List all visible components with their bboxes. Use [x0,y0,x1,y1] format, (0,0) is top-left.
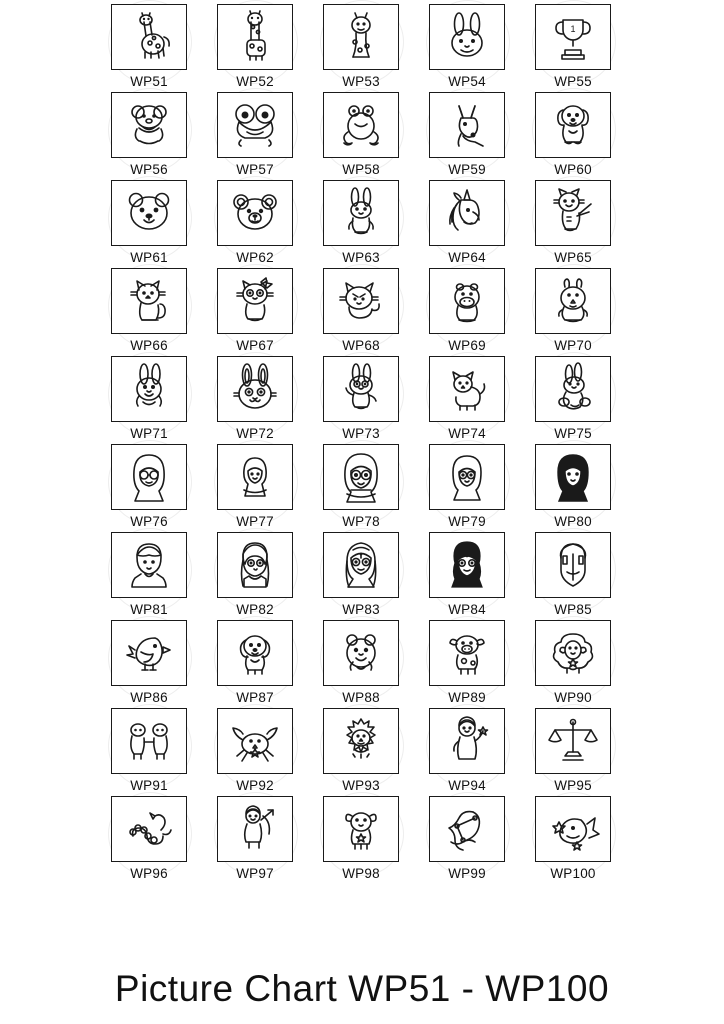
picture-code-label: WP84 [448,602,486,617]
cat-sitting-icon [111,268,187,334]
picture-cell [520,4,626,92]
picture-code-label: WP79 [448,514,486,529]
bunny-standing-icon [323,180,399,246]
puppy-sitting-icon [535,92,611,158]
picture-code-label: WP90 [554,690,592,705]
teddy-bear-icon [111,92,187,158]
picture-cell [520,356,626,444]
gemini-zodiac-icon [111,708,187,774]
picture-cell [96,92,202,180]
sagittarius-zodiac-icon [217,796,293,862]
teddy-bear-face-icon [217,180,293,246]
picture-code-label: WP100 [550,866,596,881]
picture-code-label: WP72 [236,426,274,441]
picture-code-label: WP71 [130,426,168,441]
picture-cell [308,268,414,356]
picture-code-label: WP92 [236,778,274,793]
hijab-girl-dark-icon [535,444,611,510]
hamster-icon [323,620,399,686]
hippo-icon [429,268,505,334]
picture-code-label: WP66 [130,338,168,353]
picture-grid [96,4,628,884]
picture-code-label: WP55 [554,74,592,89]
bird-icon [111,620,187,686]
picture-cell [520,796,626,884]
picture-cell [202,444,308,532]
bunny-waving-icon [323,356,399,422]
picture-cell [414,4,520,92]
picture-cell [414,620,520,708]
picture-code-label: WP54 [448,74,486,89]
picture-cell [202,532,308,620]
picture-code-label: WP75 [554,426,592,441]
picture-code-label: WP65 [554,250,592,265]
picture-cell [520,92,626,180]
sheep-icon [535,620,611,686]
picture-cell [96,356,202,444]
picture-code-label: WP87 [236,690,274,705]
picture-cell [308,92,414,180]
picture-code-label: WP57 [236,162,274,177]
picture-code-label: WP80 [554,514,592,529]
picture-code-label: WP78 [342,514,380,529]
picture-code-label: WP76 [130,514,168,529]
picture-cell [414,532,520,620]
picture-cell [96,4,202,92]
picture-code-label: WP82 [236,602,274,617]
cat-angry-icon [323,268,399,334]
picture-cell [202,92,308,180]
picture-code-label: WP85 [554,602,592,617]
picture-code-label: WP68 [342,338,380,353]
capricorn-goat-zodiac-icon [323,796,399,862]
picture-cell [520,532,626,620]
picture-code-label: WP70 [554,338,592,353]
hijab-girl-big-eyes-icon [323,444,399,510]
picture-code-label: WP64 [448,250,486,265]
picture-code-label: WP97 [236,866,274,881]
frog-sitting-icon [323,92,399,158]
virgo-zodiac-icon [429,708,505,774]
indian-girl-dark-hair-icon [429,532,505,598]
picture-code-label: WP89 [448,690,486,705]
picture-code-label: WP61 [130,250,168,265]
picture-cell [202,356,308,444]
picture-code-label: WP98 [342,866,380,881]
girl-short-hair-icon [111,532,187,598]
picture-code-label: WP51 [130,74,168,89]
picture-code-label: WP73 [342,426,380,441]
picture-code-label: WP63 [342,250,380,265]
picture-cell [414,92,520,180]
giraffe-head-icon [323,4,399,70]
picture-code-label: WP91 [130,778,168,793]
picture-code-label: WP67 [236,338,274,353]
picture-cell [308,708,414,796]
picture-cell [414,268,520,356]
picture-cell [202,180,308,268]
picture-cell [202,620,308,708]
chart-footer-title: Picture Chart WP51 - WP100 [114,968,610,1009]
picture-code-label: WP62 [236,250,274,265]
picture-cell [414,796,520,884]
picture-cell [414,180,520,268]
picture-cell [308,532,414,620]
girl-long-hair-icon [217,532,293,598]
picture-code-label: WP60 [554,162,592,177]
picture-code-label: WP77 [236,514,274,529]
picture-cell [96,620,202,708]
picture-code-label: WP69 [448,338,486,353]
picture-cell [308,620,414,708]
hijab-girl-glasses-icon [111,444,187,510]
picture-code-label: WP59 [448,162,486,177]
picture-cell [96,708,202,796]
picture-code-label: WP53 [342,74,380,89]
cat-with-bow-icon [217,268,293,334]
picture-cell [520,180,626,268]
cancer-crab-zodiac-icon [217,708,293,774]
picture-cell [414,444,520,532]
rhino-icon [535,268,611,334]
bull-terrier-dog-icon [429,92,505,158]
cow-icon [429,620,505,686]
puppy-standing-icon [217,620,293,686]
picture-cell [202,268,308,356]
giraffe-tall-icon [217,4,293,70]
picture-code-label: WP88 [342,690,380,705]
svg-text:1: 1 [570,24,576,34]
giraffe-standing-icon [111,4,187,70]
picture-cell [308,444,414,532]
picture-code-label: WP95 [554,778,592,793]
picture-cell [202,708,308,796]
aquarius-zodiac-icon [429,796,505,862]
libra-scales-zodiac-icon [535,708,611,774]
picture-cell [414,708,520,796]
picture-code-label: WP86 [130,690,168,705]
unicorn-head-icon [429,180,505,246]
leo-lion-zodiac-icon [323,708,399,774]
bunny-face-icon [429,4,505,70]
spartan-helmet-icon [535,532,611,598]
cat-walking-icon [429,356,505,422]
frog-big-eyes-icon [217,92,293,158]
picture-code-label: WP81 [130,602,168,617]
picture-code-label: WP74 [448,426,486,441]
picture-code-label: WP93 [342,778,380,793]
tiger-dabbing-icon [535,180,611,246]
picture-code-label: WP99 [448,866,486,881]
bunny-chubby-icon [111,356,187,422]
picture-cell [308,796,414,884]
picture-code-label: WP96 [130,866,168,881]
picture-cell [96,180,202,268]
picture-cell [308,4,414,92]
picture-cell [96,444,202,532]
picture-cell [520,620,626,708]
hijab-girl-round-icon [429,444,505,510]
hijab-girl-small-icon [217,444,293,510]
picture-cell [96,532,202,620]
bunny-hopping-icon [535,356,611,422]
picture-cell [308,356,414,444]
trophy-icon [535,4,611,70]
bunny-face-big-icon [217,356,293,422]
picture-cell [202,4,308,92]
indian-bride-icon [323,532,399,598]
bear-face-icon [111,180,187,246]
picture-code-label: WP83 [342,602,380,617]
picture-cell [308,180,414,268]
picture-cell [520,268,626,356]
picture-cell [414,356,520,444]
picture-cell [96,268,202,356]
picture-cell [520,444,626,532]
picture-cell [96,796,202,884]
scorpio-zodiac-icon [111,796,187,862]
picture-code-label: WP94 [448,778,486,793]
picture-code-label: WP52 [236,74,274,89]
picture-code-label: WP56 [130,162,168,177]
picture-cell [202,796,308,884]
pisces-fish-zodiac-icon [535,796,611,862]
picture-cell [520,708,626,796]
picture-code-label: WP58 [342,162,380,177]
